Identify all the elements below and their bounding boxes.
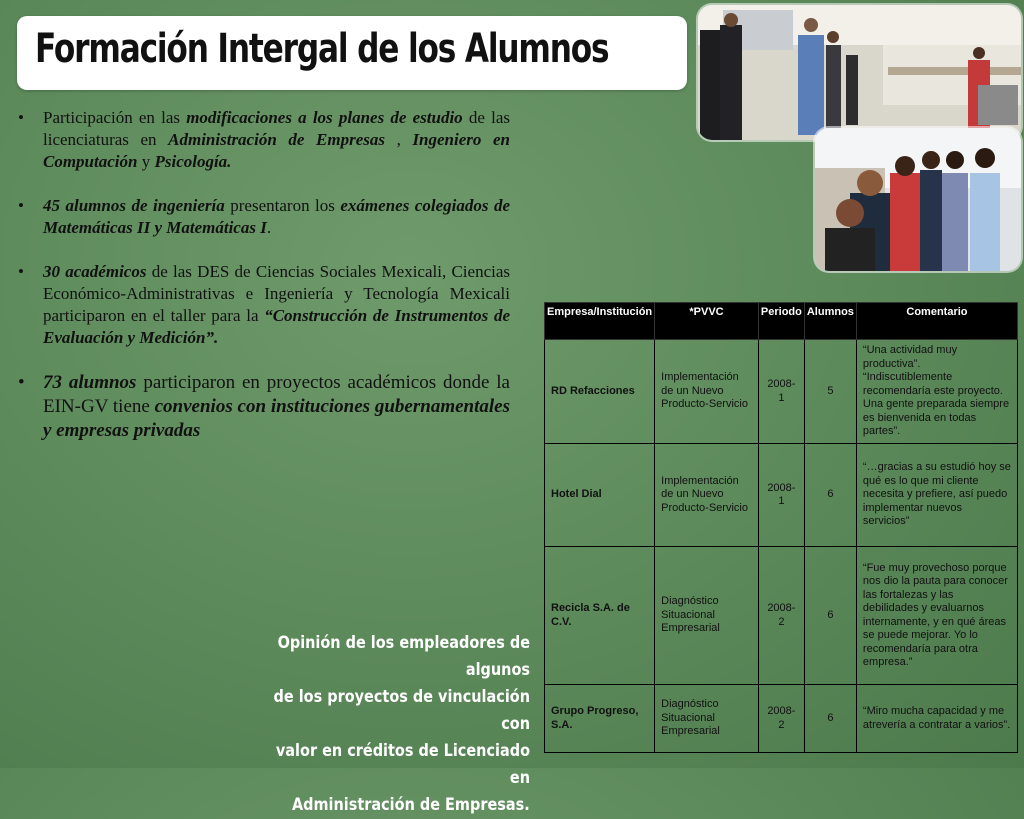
cell-pvvc: Diagnóstico Situacional Empresarial	[655, 685, 759, 753]
cell-periodo: 2008-2	[758, 685, 804, 753]
table-row	[545, 444, 1018, 547]
cell-empresa: RD Refacciones	[545, 340, 655, 444]
header-pvvc: *PVVC	[655, 303, 759, 340]
opinion-line: Administración de Empresas.	[292, 795, 530, 815]
table-row	[545, 685, 1018, 753]
cell-empresa: Recicla S.A. de C.V.	[545, 547, 655, 685]
opinion-line: de los proyectos de vinculación con	[273, 687, 530, 734]
cell-periodo: 2008-2	[758, 547, 804, 685]
bullet-emphasis-text: exámenes colegiados	[340, 196, 489, 215]
page-title: Formación Intergal de los Alumnos	[35, 26, 609, 72]
cell-comentario: “…gracias a su estudió hoy se qué es lo que mi cliente necesita y prefiere, así puedo implementar nuevos servicios”	[856, 444, 1017, 547]
bullet-text: de las DES de Ciencias Sociales Mexicali, Ciencias Económico-Administrativas e Ingeniería y Tecnología Mexicali participaron en el taller para la	[43, 262, 510, 325]
classroom-photo	[698, 5, 1021, 140]
bullet-dot-icon: •	[18, 108, 24, 127]
table-row	[545, 340, 1018, 444]
cell-alumnos: 6	[804, 444, 856, 547]
title-box	[17, 16, 687, 90]
cell-empresa: Hotel Dial	[545, 444, 655, 547]
cell-pvvc: Diagnóstico Situacional Empresarial	[655, 547, 759, 685]
opinion-line: valor en créditos de Licenciado en	[275, 741, 530, 788]
bullet-text: Participación en las	[43, 108, 187, 127]
bullet-emphasis-text: Ingeniero en Computación	[43, 130, 510, 171]
bullet-dot-icon: •	[18, 196, 24, 215]
cell-comentario: “Miro mucha capacidad y me atrevería a contratar a varios”.	[856, 685, 1017, 753]
cell-pvvc: Implementación de un Nuevo Producto-Servicio	[655, 340, 759, 444]
bullet-dot-icon: •	[18, 262, 24, 281]
bullet-item	[18, 371, 510, 443]
cell-alumnos: 6	[804, 547, 856, 685]
bullet-emphasis-text: 30 académicos	[43, 262, 147, 281]
header-comentario: Comentario	[856, 303, 1017, 340]
cell-comentario: “Fue muy provechoso porque nos dio la pauta para conocer las fortalezas y las debilidades y evaluarnos internamente, y en qué áreas se puede mejorar. Yo lo recomendaría para otra empresa.”	[856, 547, 1017, 685]
bullet-item	[18, 107, 510, 173]
students-photo	[815, 128, 1021, 271]
cell-pvvc: Implementación de un Nuevo Producto-Servicio	[655, 444, 759, 547]
cell-empresa: Grupo Progreso, S.A.	[545, 685, 655, 753]
cell-alumnos: 5	[804, 340, 856, 444]
bullet-emphasis-text: “Construcción de Instrumentos de Evaluación y Medición”.	[43, 306, 510, 347]
cell-periodo: 2008-1	[758, 340, 804, 444]
projects-table	[544, 302, 1018, 753]
employer-opinion-caption	[218, 630, 530, 819]
bullet-text: y	[137, 152, 155, 171]
table-row	[545, 547, 1018, 685]
bullet-text: ,	[384, 130, 413, 149]
header-alumnos: Alumnos	[804, 303, 856, 340]
header-periodo: Periodo	[758, 303, 804, 340]
bullet-list	[18, 107, 510, 465]
opinion-line: Opinión de los empleadores de algunos	[277, 633, 530, 680]
header-empresa: Empresa/Institución	[545, 303, 655, 340]
bullet-text: presentaron los	[224, 196, 341, 215]
cell-alumnos: 6	[804, 685, 856, 753]
bullet-emphasis-text: Administración de Empresas	[168, 130, 385, 149]
bullet-emphasis-text: 45 alumnos de ingeniería	[43, 196, 225, 215]
bullet-dot-icon: •	[18, 372, 25, 393]
bullet-text: participaron en proyectos académicos donde la EIN-GV tiene	[43, 372, 510, 417]
bullet-text: de las licenciaturas en	[43, 108, 510, 149]
bullet-item	[18, 261, 510, 349]
bullet-item	[18, 195, 510, 239]
bullet-emphasis-text: 73 alumnos	[43, 372, 137, 393]
cell-comentario: “Una actividad muy productiva”. “Indiscutiblemente recomendaría este proyecto. Una gente preparada siempre es bienvenida en todas partes”.	[856, 340, 1017, 444]
bullet-emphasis-text: de Matemáticas II y Matemáticas I	[43, 196, 511, 237]
bullet-emphasis-text: modificaciones a los planes de estudio	[186, 108, 463, 127]
bullet-emphasis-text: convenios con instituciones gubernamentales y empresas privadas	[43, 396, 510, 441]
bullet-emphasis-text: Psicología.	[154, 152, 232, 171]
bullet-text: .	[266, 218, 272, 237]
table-header-row	[545, 303, 1018, 340]
cell-periodo: 2008-1	[758, 444, 804, 547]
